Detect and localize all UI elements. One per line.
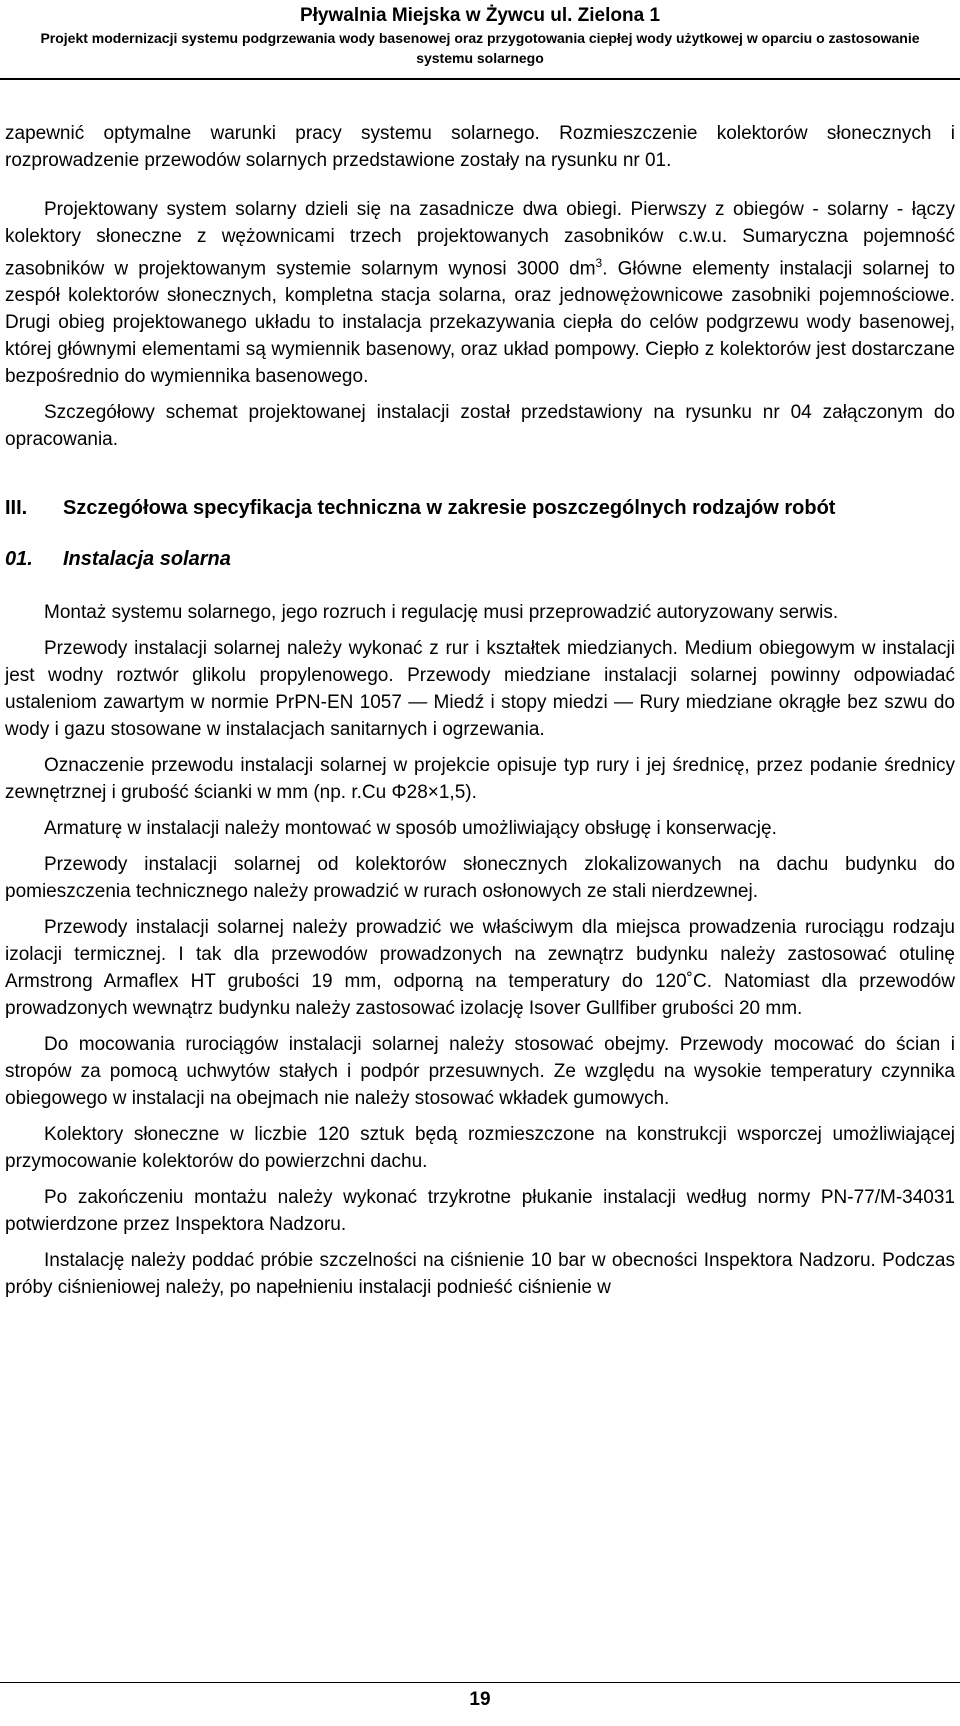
paragraph-4: Armaturę w instalacji należy montować w sposób umożliwiający obsługę i konserwację.	[44, 818, 777, 840]
paragraph-8: Kolektory słoneczne w liczbie 120 sztuk będą rozmieszczone na konstrukcji wsporczej umożliwiającej przymocowanie kolektorów do powierzchni dachu.	[5, 1124, 955, 1173]
document-body	[5, 120, 955, 1301]
subsection-title: Instalacja solarna	[63, 548, 231, 571]
paragraph-2: Przewody instalacji solarnej należy wykonać z rur i kształtek miedzianych. Medium obiegowym w instalacji jest wodny roztwór glikolu propylenowego. Przewody miedziane instalacji solarnej powinny odpowiadać ustaleniom zawartym w normie PrPN-EN 1057 — Miedź i stopy miedzi — Rury miedziane okrągłe bez szwu do wody i gazu stosowane w instalacjach sanitarnych i ogrzewania.	[5, 638, 955, 741]
paragraph-6: Przewody instalacji solarnej należy prowadzić we właściwym dla miejsca prowadzenia rurociągu rodzaju izolacji termicznej. I tak dla przewodów prowadzonych na zewnątrz budynku należy zastosować otulinę Armstrong Armaflex HT grubości 19 mm, odporną na temperatury do 120˚C. Natomiast dla przewodów prowadzonych wewnątrz budynku należy zastosować izolację Isover Gullfiber grubości 20 mm.	[5, 917, 955, 1020]
document-subtitle: Projekt modernizacji systemu podgrzewania wody basenowej oraz przygotowania ciepłej wody użytkowej w oparciu o zastosowanie systemu solarnego	[40, 30, 920, 66]
subsection-heading	[5, 546, 955, 573]
paragraph-1: Montaż systemu solarnego, jego rozruch i regulację musi przeprowadzić autoryzowany serwis.	[44, 602, 839, 624]
paragraph-10: Instalację należy poddać próbie szczelności na ciśnienie 10 bar w obecności Inspektora Nadzoru. Podczas próby ciśnieniowej należy, po napełnieniu instalacji podnieść ciśnienie w	[5, 1250, 955, 1299]
paragraph-intro-2	[5, 196, 955, 390]
header-divider	[0, 78, 960, 80]
page-number: 19	[469, 1689, 491, 1710]
paragraph-7: Do mocowania rurociągów instalacji solarnej należy stosować obejmy. Przewody mocować do ścian i stropów za pomocą uchwytów stałych i podpór przesuwnych. Ze względu na wysokie temperatury czynnika obiegowego w instalacji na obejmach nie należy stosować wkładek gumowych.	[5, 1034, 955, 1110]
paragraph-intro-2-text-b: . Główne elementy instalacji solarnej to zespół kolektorów słonecznych, kompletna stacja solarna, oraz jednowężownicowe zasobniki pojemnościowe. Drugi obieg projektowanego układu to instalacja przekazywania ciepła do celów podgrzewu wody basenowej, której głównymi elementami są wymiennik basenowy, oraz układ pompowy. Ciepło z kolektorów jest dostarczane bezpośrednio do wymiennika basenowego.	[5, 258, 955, 388]
section-number: III.	[5, 497, 28, 520]
paragraph-5: Przewody instalacji solarnej od kolektorów słonecznych zlokalizowanych na dachu budynku do pomieszczenia technicznego należy prowadzić w rurach osłonowych ze stali nierdzewnej.	[5, 854, 955, 903]
page-header	[0, 4, 960, 68]
paragraph-9: Po zakończeniu montażu należy wykonać trzykrotne płukanie instalacji według normy PN-77/M-34031 potwierdzone przez Inspektora Nadzoru.	[5, 1187, 955, 1236]
subsection-number: 01.	[5, 548, 33, 571]
section-title: Szczegółowa specyfikacja techniczna w zakresie poszczególnych rodzajów robót	[63, 497, 836, 520]
paragraph-intro-1: zapewnić optymalne warunki pracy systemu solarnego. Rozmieszczenie kolektorów słonecznych i rozprowadzenie przewodów solarnych przedstawione zostały na rysunku nr 01.	[5, 123, 955, 171]
paragraph-intro-2-text-a: Projektowany system solarny dzieli się na zasadnicze dwa obiegi. Pierwszy z obiegów - solarny - łączy kolektory słoneczne z wężownicami trzech projektowanych zasobników c.w.u. Sumaryczna pojemność zasobników w projektowanym systemie solarnym wynosi 3000 dm	[5, 199, 955, 280]
footer-divider	[0, 1682, 960, 1683]
document-title: Pływalnia Miejska w Żywcu ul. Zielona 1	[299, 5, 661, 26]
section-heading	[5, 495, 955, 522]
paragraph-intro-3: Szczegółowy schemat projektowanej instalacji został przedstawiony na rysunku nr 04 załączonym do opracowania.	[5, 402, 955, 451]
paragraph-3: Oznaczenie przewodu instalacji solarnej w projekcie opisuje typ rury i jej średnicę, przez podanie średnicy zewnętrznej i grubość ścianki w mm (np. r.Cu Φ28×1,5).	[5, 755, 955, 804]
unit-superscript: 3	[595, 256, 603, 270]
